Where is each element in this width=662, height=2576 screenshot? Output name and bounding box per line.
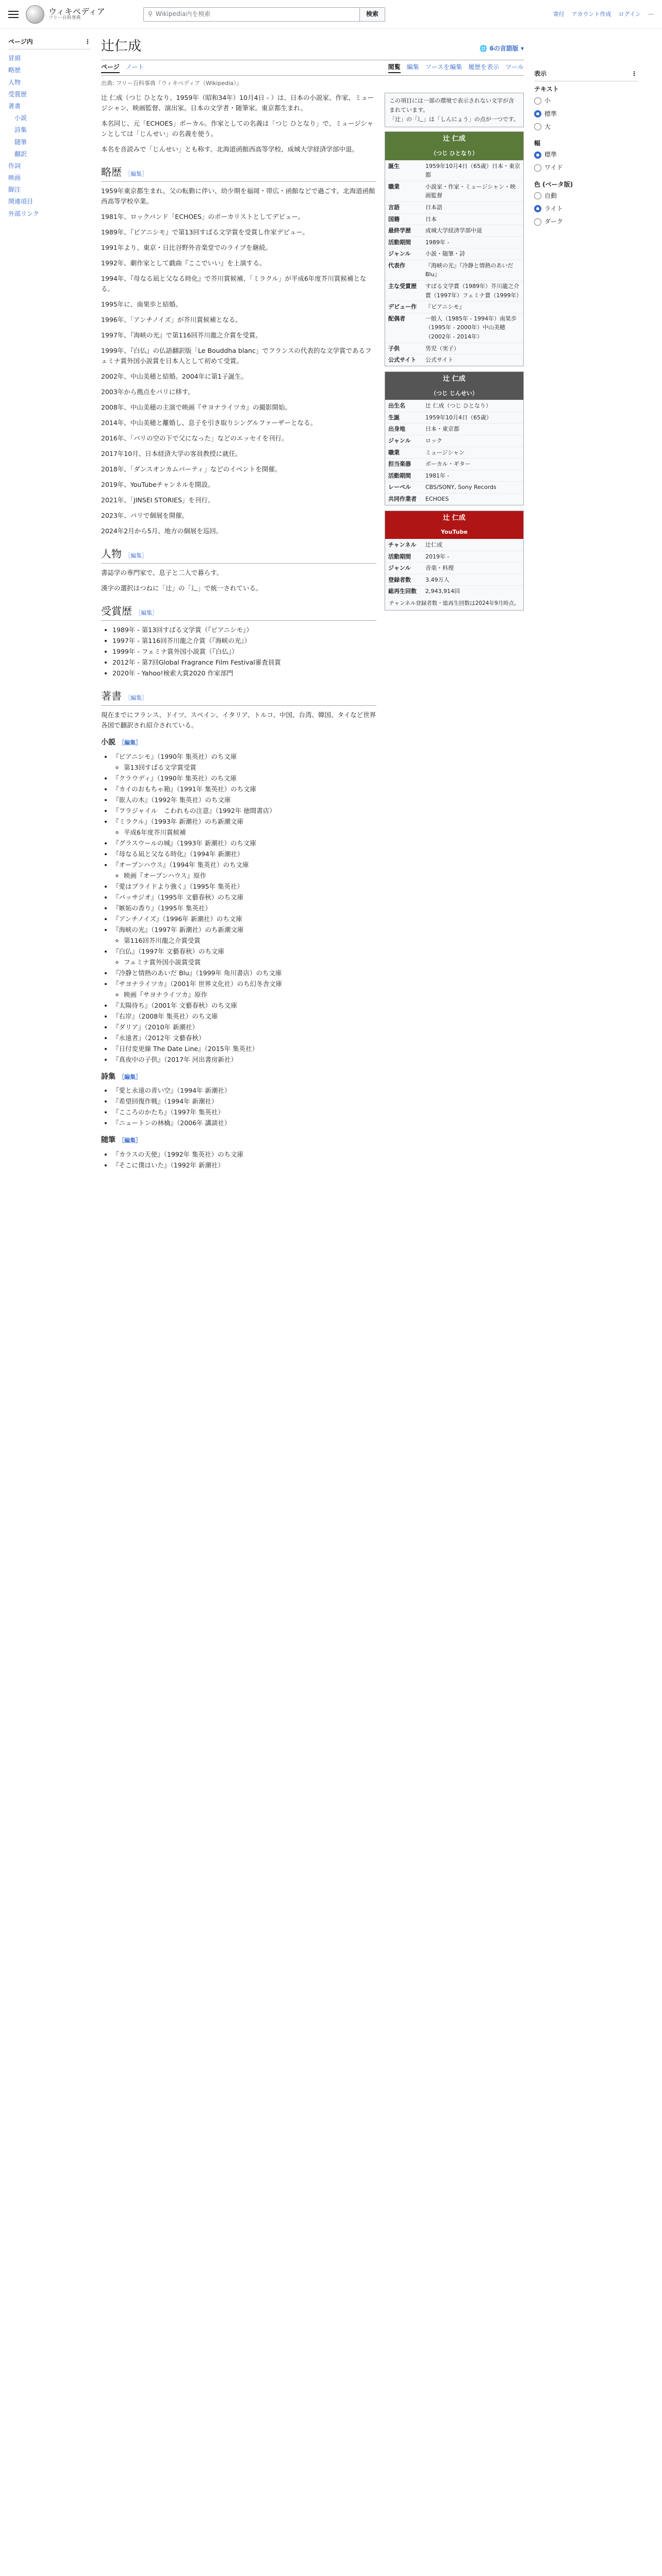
radio-option[interactable]: [534, 121, 637, 133]
novel-title: 『真夜中の子供』（2017年 河出書房新社）: [112, 1055, 238, 1063]
infobox-key: チャンネル: [388, 541, 417, 548]
tab-history[interactable]: 履歴を表示: [468, 63, 500, 71]
toc-item[interactable]: 受賞歴: [8, 90, 27, 98]
infobox-row: [385, 248, 523, 260]
history-paragraph: 1995年に、南果歩と結婚。: [101, 300, 182, 309]
person-paragraph-1: 書誌学の専門家で、息子と二人で暮らす。: [101, 569, 223, 577]
history-paragraph: 2016年、「パリの空の下で父になった」などのエッセイを刊行。: [101, 434, 288, 443]
logo-title: ウィキペディア: [48, 6, 105, 16]
logo-subtitle: フリー百科事典: [48, 15, 81, 21]
history-paragraph: 2008年、中山美穂の主演で映画『サヨナライツカ』の撮影開始。: [101, 403, 291, 412]
toc-item[interactable]: 冒頭: [8, 55, 21, 62]
infobox-value: 日本・東京都: [425, 426, 459, 433]
person-paragraph-2: 漢字の選択はつねに「辻」の「辶」で統一されている。: [101, 584, 262, 592]
toc-item[interactable]: 随筆: [14, 138, 27, 146]
edit-section-link[interactable]: ［編集］: [119, 1137, 141, 1144]
novel-notes: [112, 871, 376, 881]
infobox-key: 生誕: [388, 414, 400, 421]
infobox-value: ミュージシャン: [425, 449, 465, 456]
novel-note: ◦ 第13回すばる文学賞受賞: [124, 762, 376, 773]
infobox-row: [385, 574, 523, 586]
infobox-value: 3.49万人: [425, 576, 450, 583]
infobox-value: 公式サイト: [425, 357, 454, 364]
novel-item: [112, 806, 376, 816]
intro-paragraph-1: 辻 仁成（つじ ひとなり、1959年（昭和34年）10月4日 - ）は、日本の小説家、作家、ミュージシャン、映画監督、演出家。日本の文学者・随筆家。東京都生まれ。: [101, 94, 374, 112]
infobox-value: 小説家・作家・ミュージシャン・映画監督: [425, 183, 516, 199]
section-person-heading: 人物 ［編集］: [101, 546, 376, 564]
infobox-value: 2019年 -: [425, 553, 450, 560]
novel-title: 『右岸』（2008年 集英社）のち文庫: [112, 1012, 218, 1020]
infobox-key: 出身地: [388, 426, 405, 433]
hatnote: この項目には一部の環境で表示されない文字が含まれています。 「辻」の「辶」は「しんにょう」の点が一つです。: [385, 93, 524, 127]
tab-edit-source[interactable]: ソースを編集: [425, 63, 462, 71]
infobox-value: 1989年 -: [425, 239, 450, 246]
toc-item[interactable]: 関連項目: [8, 198, 34, 206]
infobox-key: ジャンル: [388, 250, 411, 258]
novel-title: 『旅人の木』（1992年 集英社）のち文庫: [112, 795, 231, 804]
text-size-label: テキスト: [534, 86, 559, 93]
radio-label: ワイド: [544, 164, 563, 172]
edit-section-link[interactable]: ［編集］: [125, 552, 147, 560]
awards-list: [101, 625, 376, 679]
novel-title: 『愛はプライドより強く』（1995年 集英社）: [112, 882, 244, 890]
radio-option[interactable]: [534, 190, 637, 202]
infobox-value: 日本語: [425, 204, 442, 211]
toc-item[interactable]: 人物: [8, 78, 21, 86]
infobox-musician: [385, 371, 524, 505]
site-header: [0, 0, 662, 29]
history-paragraph: 2019年、YouTubeチャンネルを開設。: [101, 481, 214, 489]
toc-item[interactable]: 詩集: [14, 126, 27, 134]
infobox-row: [385, 225, 523, 236]
novel-item: [112, 752, 376, 773]
infobox-key: 総再生回数: [388, 588, 417, 595]
infobox-value: 音楽・料理: [425, 565, 454, 572]
essays-list: [101, 1149, 376, 1171]
novel-item: [112, 946, 376, 968]
search-input[interactable]: [143, 7, 360, 22]
user-links: [553, 10, 654, 19]
appearance-title: 表示 ⋮: [534, 69, 637, 81]
radio-label: 自動: [544, 192, 557, 199]
infobox-title: 辻 仁成: [385, 132, 523, 147]
infobox-value: 一般人（1985年 - 1994年）南果歩（1995年 - 2000年）中山美穂（2002年 - 2014年）: [425, 315, 517, 341]
search-icon: ⚲: [148, 10, 153, 18]
novel-item: [112, 1033, 376, 1043]
radio-option[interactable]: [534, 202, 637, 215]
infobox-key: 出生名: [388, 402, 405, 410]
poem-item: • 『こころのかたち』（1997年 集英社）: [112, 1107, 376, 1117]
edit-section-link[interactable]: ［編集］: [125, 694, 147, 702]
history-paragraph: 2024年2月から5月、地方の個展を巡回。: [101, 527, 223, 535]
award-item: • 2020年 - Yahoo!検索大賞2020 作家部門: [112, 668, 376, 679]
radio-icon[interactable]: [534, 192, 541, 199]
novel-item: [112, 1011, 376, 1022]
history-paragraph: 2018年、「ダンスオンカムパーティ」などのイベントを開催。: [101, 465, 282, 473]
infobox-key: 職業: [388, 183, 400, 190]
infobox-key: 言語: [388, 204, 400, 211]
novel-note: ◦ 第116回芥川龍之介賞受賞: [124, 936, 376, 946]
infobox-row: [385, 551, 523, 563]
main-content: [91, 29, 534, 1176]
history-paragraph: 2014年、中山美穂と離婚し、息子を引き取りシングルファーザーとなる。: [101, 419, 317, 427]
infobox-key: 誕生: [388, 162, 400, 170]
search-button[interactable]: 検索: [360, 7, 385, 22]
infobox-author: [385, 131, 524, 366]
radio-option[interactable]: [534, 161, 637, 174]
infobox-row: [385, 260, 523, 280]
toc-item[interactable]: 翻訳: [14, 150, 27, 158]
search-form: [143, 7, 385, 22]
novel-item: [112, 914, 376, 924]
infobox-key: 配偶者: [388, 315, 405, 322]
novel-title: 『日付変更線 The Date Line』（2015年 集英社）: [112, 1044, 259, 1053]
radio-label: 標準: [544, 151, 557, 159]
section-essays-heading: 随筆 ［編集］: [101, 1136, 141, 1145]
essay-item: • 『そこに僕はいた』（1992年 新潮社）: [112, 1160, 376, 1171]
novel-title: 『ピアニシモ』（1990年 集英社）のち文庫: [112, 752, 237, 760]
history-paragraph: 1996年、「アンチノイズ」が芥川賞候補となる。: [101, 316, 242, 324]
hide-panel-button[interactable]: ⋮: [631, 70, 637, 77]
infobox-key: 主な受賞歴: [388, 283, 417, 290]
toc-item[interactable]: 外部リンク: [8, 210, 39, 217]
infobox-row: [385, 435, 523, 447]
radio-label: ダーク: [544, 218, 564, 226]
history-paragraph: 1994年、『母なる凪と父なる時化』で芥川賞候補、「ミラクル」が平成6年度芥川賞候補となる。: [101, 275, 367, 293]
edit-section-link[interactable]: ［編集］: [135, 609, 158, 617]
infobox-value: 『海峡の光』『冷静と情熱のあいだ Blu』: [425, 262, 514, 278]
novel-title: 『カイのおもちゃ箱』（1991年 集英社）のち文庫: [112, 785, 257, 793]
appearance-panel: [534, 29, 637, 1176]
novel-item: [112, 1044, 376, 1054]
infobox-row: [385, 470, 523, 482]
section-novels-heading: 小説 ［編集］: [101, 738, 141, 747]
novel-notes: [112, 957, 376, 968]
color-label: 色 (ベータ版): [534, 180, 573, 188]
infobox-row: [385, 280, 523, 301]
novels-list: [101, 752, 376, 1065]
toc-item[interactable]: 脚注: [8, 186, 21, 194]
infobox-value: 1959年10月4日（65歳）日本・東京都: [425, 162, 520, 179]
article-body: [101, 93, 376, 1175]
infobox-value: 1981年 -: [425, 472, 450, 479]
infobox-key: ジャンル: [388, 437, 411, 444]
radio-label: 小: [544, 97, 551, 105]
infobox-key: 国籍: [388, 215, 400, 223]
award-item: • 1997年 - 第116回芥川龍之介賞（『海峡の光』）: [112, 636, 376, 646]
infobox-value: 1959年10月4日（65歳）: [425, 414, 492, 421]
radio-option[interactable]: [534, 148, 637, 161]
history-paragraph: 2023年、パリで個展を開催。: [101, 512, 189, 520]
radio-icon[interactable]: [534, 205, 541, 212]
radio-label: 標準: [544, 110, 557, 117]
infobox-value: 辻 仁成（つじ ひとなり）: [425, 402, 491, 410]
section-books-heading: 著書 ［編集］: [101, 688, 376, 706]
infobox-key: 職業: [388, 449, 400, 456]
novel-note: ◦ フェミナ賞外国小説賞受賞: [124, 957, 376, 968]
novel-item: [112, 817, 376, 838]
novel-item: [112, 925, 376, 946]
history-paragraph: 1981年、ロックバンド「ECHOES」のボーカリストとしてデビュー。: [101, 213, 305, 221]
infobox-youtube: [385, 511, 524, 611]
infobox-subtitle: （つじ じんせい）: [385, 387, 523, 400]
novel-item: [112, 903, 376, 913]
novel-item: [112, 1001, 376, 1011]
infobox-row: [385, 301, 523, 313]
novel-item: [112, 979, 376, 1000]
poem-item: • 『希望回復作戦』（1994年 新潮社）: [112, 1096, 376, 1107]
tab-talk[interactable]: ノート: [125, 63, 144, 71]
login-link[interactable]: ログイン: [618, 10, 641, 18]
intro-paragraph-2: 本名同じ、元「ECHOES」ボーカル。作家としての名義は「つじ ひとなり」で、ミュージシャンとしては「じんせい」の名義を使う。: [101, 120, 374, 138]
edit-section-link[interactable]: ［編集］: [119, 739, 141, 747]
infobox-footnote: チャンネル登録者数・総再生回数は2024年9月時点。: [389, 600, 520, 606]
tab-edit[interactable]: 編集: [406, 63, 419, 71]
novel-title: 『オープンハウス』（1994年 集英社）のち文庫: [112, 860, 249, 869]
radio-label: 大: [544, 123, 551, 130]
history-paragraph: 1991年より、東京・日比谷野外音楽堂でのライブを継続。: [101, 244, 272, 252]
award-item: • 2012年 - 第7回Global Fragrance Film Festival審査員賞: [112, 657, 376, 668]
infobox-value: ECHOES: [425, 495, 449, 502]
history-paragraph: 2002年、中山美穂と結婚。2004年に第1子誕生。: [101, 372, 248, 381]
novel-item: [112, 838, 376, 849]
infobox-value: ボーカル・ギター: [425, 461, 471, 468]
radio-icon[interactable]: [534, 97, 541, 105]
infobox-column: [385, 93, 524, 1175]
site-logo[interactable]: [26, 5, 134, 24]
infobox-value: すばる文学賞（1989年）芥川龍之介賞（1997年）フェミナ賞（1999年）: [425, 283, 522, 299]
infobox-row: [385, 458, 523, 470]
poem-item: • 『愛と永遠の青い空』（1994年 新潮社）: [112, 1086, 376, 1096]
infobox-row: [385, 213, 523, 225]
width-label: 幅: [534, 139, 541, 147]
infobox-key: 最終学歴: [388, 227, 411, 234]
page-title: 辻仁成 🌐 6の言語版 ▾: [101, 36, 524, 60]
history-paragraph: 1989年、『ピアニシモ』で第13回すばる文学賞を受賞し作家デビュー。: [101, 228, 309, 236]
infobox-row: [385, 160, 523, 181]
poems-list: [101, 1086, 376, 1128]
toc-item[interactable]: 作詞: [8, 162, 21, 170]
novel-notes: [112, 936, 376, 946]
toc-item[interactable]: 略歴: [8, 66, 21, 74]
infobox-row: [385, 400, 523, 412]
novel-title: 『太陽待ち』（2001年 文藝春秋）のち文庫: [112, 1001, 238, 1009]
infobox-row: [385, 343, 523, 354]
hide-toc-button[interactable]: ⋮: [85, 38, 91, 45]
infobox-row: [385, 493, 523, 505]
history-paragraph: 1999年、『白仏』の仏語翻訳版「Le Bouddha blanc」でフランスの代表的な文学賞であるフェミナ賞外国小説賞を日本人として初めて受賞。: [101, 347, 372, 365]
infobox-row: [385, 447, 523, 459]
infobox-key: 共同作業者: [388, 495, 417, 502]
infobox-value: 辻仁成: [425, 541, 442, 548]
infobox-row: [385, 236, 523, 248]
novel-title: 『海峡の光』（1997年 新潮社）のち新潮文庫: [112, 925, 244, 934]
novel-note: ◦ 平成6年度芥川賞候補: [124, 827, 376, 838]
novel-item: [112, 892, 376, 903]
novel-title: 『嫉妬の香り』（1995年 集英社）: [112, 904, 212, 912]
radio-icon[interactable]: [534, 218, 541, 226]
novel-item: [112, 1022, 376, 1032]
novel-title: 『フラジャイル こわれもの注意』（1992年 徳間書店）: [112, 806, 276, 815]
novel-title: 『アンチノイズ』（1996年 新潮社）のち文庫: [112, 914, 242, 923]
infobox-title: 辻 仁成: [385, 372, 523, 387]
novel-notes: [112, 827, 376, 838]
menu-icon[interactable]: [8, 11, 19, 18]
tab-tools[interactable]: ツール: [505, 63, 524, 71]
radio-option[interactable]: [534, 94, 637, 107]
novel-item: [112, 1055, 376, 1065]
novel-title: 『パッサジオ』（1995年 文藝春秋）のち文庫: [112, 893, 244, 901]
novel-item: [112, 882, 376, 892]
novel-title: 『サヨナライツカ』（2001年 世界文化社）のち幻冬舎文庫: [112, 979, 283, 988]
infobox-key: 担当楽器: [388, 461, 411, 468]
radio-option[interactable]: [534, 108, 637, 121]
infobox-row: [385, 481, 523, 493]
novel-item: [112, 849, 376, 859]
toc-item[interactable]: 著書: [8, 102, 21, 110]
history-paragraph: 2021年、「JINSEI STORIES」を刊行。: [101, 496, 214, 504]
poem-item: • 『ニュートンの林檎』（2006年 講談社）: [112, 1118, 376, 1128]
youtube-logo-icon: YouTube: [385, 526, 523, 539]
infobox-key: 活動期間: [388, 239, 411, 246]
toc-item[interactable]: 映画: [8, 174, 21, 182]
novel-item: [112, 784, 376, 794]
novel-item: [112, 773, 376, 784]
tab-page[interactable]: ページ: [101, 62, 120, 73]
tab-read[interactable]: 閲覧: [388, 62, 401, 73]
infobox-value: 日本: [425, 215, 437, 223]
edit-section-link[interactable]: ［編集］: [119, 1073, 141, 1080]
wikipedia-globe-icon: [26, 5, 44, 24]
infobox-value: 男児（実子）: [425, 345, 459, 352]
novel-item: [112, 860, 376, 881]
infobox-key: 活動期間: [388, 472, 411, 479]
infobox-key: 登録者数: [388, 576, 411, 583]
infobox-value: ロック: [425, 437, 442, 444]
novel-item: [112, 795, 376, 805]
language-button[interactable]: 🌐 6の言語版 ▾: [479, 45, 524, 52]
essay-item: • 『カラスの天使』（1992年 集英社）のち文庫: [112, 1149, 376, 1160]
novel-title: 『白仏』（1997年 文藝春秋）のち文庫: [112, 947, 225, 955]
radio-option[interactable]: [534, 215, 637, 228]
radio-icon[interactable]: [534, 151, 541, 159]
infobox-key: ジャンル: [388, 565, 411, 572]
novel-title: 『クラウディ』（1990年 集英社）のち文庫: [112, 774, 237, 782]
novel-note: ◦ 映画『オープンハウス』原作: [124, 871, 376, 881]
infobox-value: 成城大学経済学部中退: [425, 227, 482, 234]
section-poems-heading: 詩集 ［編集］: [101, 1072, 141, 1081]
novel-title: 『冷静と情熱のあいだ Blu』（1999年 角川書店）のち文庫: [112, 969, 282, 977]
infobox-row: [385, 423, 523, 435]
page-tabs: [101, 60, 524, 76]
infobox-row: [385, 585, 523, 597]
novel-title: 『永遠者』（2012年 文藝春秋）: [112, 1033, 205, 1042]
history-paragraph: 2003年から拠点をパリに移す。: [101, 388, 194, 396]
novel-notes: [112, 990, 376, 1000]
section-awards-heading: 受賞歴 ［編集］: [101, 603, 376, 621]
infobox-row: [385, 539, 523, 551]
donate-link[interactable]: 寄付: [553, 10, 565, 18]
edit-section-link[interactable]: ［編集］: [125, 171, 147, 178]
books-intro: 現在までにフランス、ドイツ、スペイン、イタリア、トルコ、中国、台湾、韓国、タイなど世界各国で翻訳され紹介されている。: [101, 711, 376, 730]
history-paragraph: 1997年、『海峡の光』で第116回芥川龍之介賞を受賞。: [101, 331, 262, 340]
infobox-value: 小説・随筆・詩: [425, 250, 465, 258]
infobox-key: デビュー作: [388, 303, 417, 311]
history-paragraph: 1992年、劇作家として戯曲『ここでいい』を上演する。: [101, 259, 266, 267]
infobox-key: 子供: [388, 345, 400, 352]
history-paragraph: 2017年10月、日本経済大学の客員教授に就任。: [101, 450, 242, 458]
infobox-row: [385, 412, 523, 423]
infobox-subtitle: （つじ ひとなり）: [385, 147, 523, 160]
infobox-value: 2,943,914回: [425, 588, 460, 595]
toc-item[interactable]: 小説: [14, 114, 27, 122]
infobox-row: [385, 562, 523, 574]
infobox-row: [385, 354, 523, 366]
infobox-key: 公式サイト: [388, 357, 417, 364]
radio-icon[interactable]: [534, 110, 541, 117]
novel-note: ◦ 映画『サヨナライツカ』原作: [124, 990, 376, 1000]
infobox-key: 代表作: [388, 262, 405, 269]
infobox-row: [385, 313, 523, 343]
radio-label: ライト: [544, 205, 563, 212]
infobox-row: [385, 201, 523, 213]
infobox-row: [385, 181, 523, 201]
award-item: • 1989年 - 第13回すばる文学賞（『ピアニシモ』）: [112, 625, 376, 635]
novel-title: 『グラスウールの城』（1993年 新潮社）のち文庫: [112, 839, 256, 847]
infobox-key: 活動期間: [388, 553, 411, 560]
novel-title: 『ダリア』（2010年 新潮社）: [112, 1023, 199, 1031]
infobox-key: レーベル: [388, 484, 411, 491]
novel-item: [112, 968, 376, 978]
more-icon[interactable]: ⋯: [648, 10, 654, 18]
infobox-title: 辻 仁成: [385, 511, 523, 526]
history-paragraph: 1959年東京都生まれ。父の転勤に伴い、幼少期を福岡・帯広・函館などで過ごす。北海道函館西高等学校卒業。: [101, 187, 375, 206]
novel-title: 『ミラクル』（1993年 新潮社）のち新潮文庫: [112, 817, 244, 825]
radio-icon[interactable]: [534, 164, 541, 172]
novel-title: 『母なる凪と父なる時化』（1994年 新潮社）: [112, 850, 244, 858]
source-note: 出典: フリー百科事典『ウィキペディア（Wikipedia）』: [101, 79, 242, 87]
infobox-value: 『ピアニシモ』: [425, 303, 465, 311]
novel-notes: [112, 762, 376, 773]
toc-title: ページ内 ⋮: [8, 37, 91, 49]
infobox-value: CBS/SONY, Sony Records: [425, 484, 496, 491]
radio-icon[interactable]: [534, 123, 541, 130]
award-item: • 1999年 - フェミナ賞外国小説賞（『白仏』）: [112, 647, 376, 657]
create-account-link[interactable]: アカウント作成: [571, 10, 611, 18]
section-history-heading: 略歴 ［編集］: [101, 164, 376, 182]
toc-sidebar: [8, 29, 91, 1176]
intro-paragraph-3: 本名を音読みで「じんせい」とも称す。北海道函館西高等学校、成城大学経済学部中退。: [101, 145, 359, 154]
search-placeholder: Wikipedia内を検索: [155, 10, 211, 18]
